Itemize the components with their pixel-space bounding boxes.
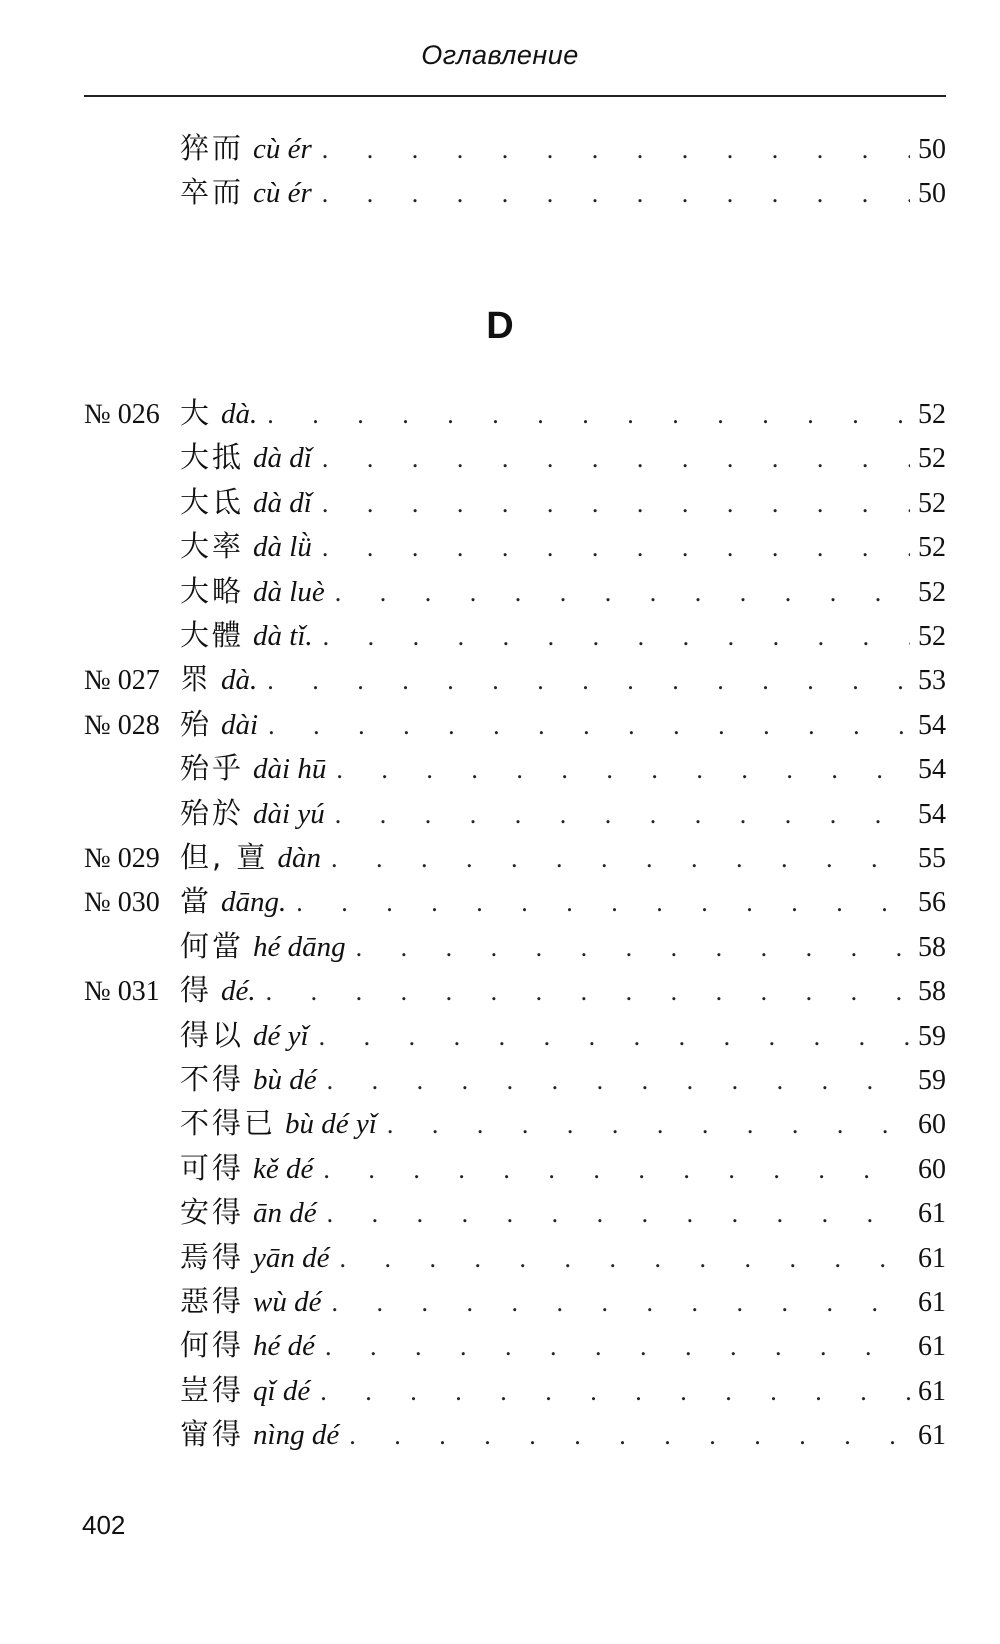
toc-entry: [84, 126, 946, 170]
entry-pinyin: dà.: [221, 664, 258, 697]
entry-pinyin: cù ér: [253, 177, 312, 210]
entry-heading: [180, 480, 312, 525]
entry-heading: [180, 1057, 317, 1102]
entry-heading: [180, 1013, 309, 1058]
entry-heading: [180, 391, 257, 436]
dot-leader: [313, 615, 910, 659]
toc-entry: [84, 657, 946, 701]
entry-hanzi: 何當: [180, 928, 245, 963]
dot-leader: [321, 1281, 910, 1325]
dot-leader: [257, 393, 910, 437]
entry-pinyin: wù dé: [253, 1286, 322, 1318]
entry-number: № 029: [84, 843, 160, 874]
entry-hanzi: 但, 亶: [180, 840, 269, 874]
entry-pinyin: dài yú: [253, 797, 325, 830]
dot-leader: [317, 1192, 910, 1236]
toc-entry: [84, 791, 946, 835]
entry-number: № 031: [84, 976, 160, 1008]
entry-hanzi: 殆: [180, 706, 213, 741]
dot-leader: [309, 1015, 910, 1059]
toc-entry: [84, 435, 946, 479]
toc-entry: [84, 1013, 946, 1057]
entry-page: 52: [910, 526, 946, 570]
entry-heading: [180, 1101, 377, 1146]
entry-heading: [180, 1279, 321, 1324]
page-number: 402: [82, 1510, 126, 1540]
dot-leader: [325, 571, 910, 615]
dot-leader: [312, 437, 910, 481]
toc-entry: [84, 879, 946, 923]
entry-hanzi: 殆於: [180, 795, 245, 830]
entry-heading: [180, 170, 312, 215]
entry-pinyin: dāng.: [221, 886, 287, 919]
dot-leader: [317, 1059, 910, 1103]
entry-hanzi: 不得: [180, 1062, 245, 1096]
entry-hanzi: 安得: [180, 1195, 245, 1230]
entry-pinyin: yān dé: [253, 1241, 330, 1274]
entry-heading: [180, 657, 257, 702]
toc-entry: [84, 569, 946, 613]
entry-hanzi: 大抵: [180, 440, 245, 475]
entry-heading: [180, 791, 325, 836]
toc-entry: [84, 170, 946, 214]
entry-page: 59: [910, 1015, 946, 1059]
entry-page: 52: [910, 437, 946, 481]
entry-hanzi: 大氐: [180, 484, 245, 519]
entry-page: 61: [910, 1325, 946, 1369]
entry-pinyin: dài hū: [253, 753, 327, 786]
toc-entry: [84, 524, 946, 568]
entry-page: 52: [910, 482, 946, 526]
entry-page: 61: [910, 1414, 946, 1458]
entry-page: 55: [910, 837, 946, 881]
toc-entry: [84, 924, 946, 968]
toc-entry: [84, 613, 946, 657]
entry-page: 61: [910, 1281, 946, 1325]
entry-page: 50: [910, 172, 946, 216]
toc-entry: [84, 968, 946, 1012]
entry-page: 56: [910, 881, 946, 925]
entry-page: 54: [910, 793, 946, 837]
entry-heading: [180, 1235, 330, 1280]
dot-leader: [325, 793, 910, 837]
entry-page: 52: [910, 393, 946, 437]
entry-page: 50: [910, 128, 946, 172]
entry-pinyin: nìng dé: [253, 1419, 340, 1452]
entry-page: 59: [910, 1059, 946, 1103]
entry-hanzi: 卒而: [180, 175, 245, 210]
entry-pinyin: dé yǐ: [253, 1019, 309, 1052]
toc-entry: [84, 746, 946, 790]
dot-leader: [339, 1414, 910, 1458]
entry-hanzi: 眔: [180, 662, 213, 697]
entry-heading: [180, 1323, 315, 1368]
dot-leader: [257, 659, 910, 703]
entry-pinyin: dà dǐ: [253, 442, 312, 475]
dot-leader: [330, 1237, 910, 1281]
entry-hanzi: 殆乎: [180, 751, 245, 786]
toc-entry: [84, 480, 946, 524]
dot-leader: [315, 1325, 910, 1369]
entry-pinyin: qǐ dé: [253, 1374, 311, 1407]
toc-entry: [84, 1323, 946, 1367]
toc-entry: [84, 1368, 946, 1412]
entry-hanzi: 大: [180, 396, 213, 430]
entry-heading: [180, 835, 321, 880]
entry-page: 52: [910, 615, 946, 659]
toc-entry: [84, 835, 946, 879]
entry-heading: [180, 569, 325, 614]
entry-page: 54: [910, 704, 946, 748]
entry-pinyin: dàn: [277, 842, 321, 874]
entry-heading: [180, 746, 326, 791]
entry-page: 58: [910, 926, 946, 970]
entry-hanzi: 豈得: [180, 1372, 245, 1407]
entry-hanzi: 可得: [180, 1150, 245, 1185]
entry-hanzi: 得: [180, 973, 213, 1008]
dot-leader: [377, 1103, 910, 1147]
entry-heading: [180, 879, 286, 924]
entry-pinyin: dà dǐ: [253, 486, 312, 519]
entry-heading: [180, 435, 312, 480]
toc-entry: [84, 1101, 946, 1145]
entry-page: 52: [910, 571, 946, 615]
entry-number: № 027: [84, 665, 160, 697]
toc-entry: [84, 702, 946, 746]
entry-number: № 028: [84, 709, 160, 741]
toc-entry: [84, 1057, 946, 1101]
entry-page: 61: [910, 1370, 946, 1414]
toc-entry: [84, 1235, 946, 1279]
dot-leader: [256, 970, 910, 1014]
entry-page: 58: [910, 970, 946, 1014]
entry-hanzi: 大率: [180, 529, 245, 564]
dot-leader: [312, 172, 910, 216]
entry-pinyin: bù dé: [253, 1064, 317, 1096]
entry-heading: [180, 1146, 313, 1191]
entry-page: 61: [910, 1237, 946, 1281]
entry-page: 53: [910, 659, 946, 703]
toc-entry: [84, 1190, 946, 1234]
entry-pinyin: dài: [221, 708, 259, 741]
entry-hanzi: 何得: [180, 1328, 245, 1363]
entry-hanzi: 大體: [180, 618, 245, 652]
entry-number: № 026: [84, 399, 160, 430]
toc-entry: [84, 1412, 946, 1456]
dot-leader: [321, 837, 910, 881]
entry-number: № 030: [84, 887, 160, 919]
entry-heading: [180, 1368, 310, 1413]
entry-pinyin: hé dāng: [253, 930, 346, 963]
entry-hanzi: 惡得: [180, 1284, 245, 1318]
entry-hanzi: 猝而: [180, 131, 245, 165]
entry-page: 61: [910, 1192, 946, 1236]
entry-hanzi: 大略: [180, 573, 245, 608]
entry-pinyin: hé dé: [253, 1330, 316, 1363]
entry-heading: [180, 702, 258, 747]
entry-heading: [180, 924, 346, 969]
entry-pinyin: dà.: [221, 398, 258, 430]
dot-leader: [313, 1148, 910, 1192]
dot-leader: [312, 482, 910, 526]
entry-heading: [180, 524, 312, 569]
section-letter: D: [486, 305, 514, 347]
entry-pinyin: dé.: [221, 975, 256, 1008]
dot-leader: [312, 128, 910, 172]
table-of-contents: [84, 0, 946, 1644]
entry-heading: [180, 126, 312, 171]
dot-leader: [310, 1370, 910, 1414]
dot-leader: [286, 881, 910, 925]
toc-entry: [84, 391, 946, 435]
entry-page: 54: [910, 748, 946, 792]
dot-leader: [346, 926, 910, 970]
entry-pinyin: kě dé: [253, 1152, 314, 1185]
running-header: Оглавление: [421, 40, 579, 70]
entry-hanzi: 當: [180, 884, 213, 919]
entry-pinyin: bù dé yǐ: [285, 1108, 377, 1141]
entry-page: 60: [910, 1103, 946, 1147]
entry-pinyin: ān dé: [253, 1197, 317, 1230]
entry-heading: [180, 613, 313, 658]
entry-heading: [180, 1412, 339, 1457]
toc-entry: [84, 1279, 946, 1323]
dot-leader: [326, 748, 910, 792]
dot-leader: [312, 526, 910, 570]
entry-hanzi: 焉得: [180, 1239, 245, 1274]
entry-hanzi: 得以: [180, 1017, 245, 1052]
entry-pinyin: dà tǐ.: [253, 620, 313, 652]
entry-hanzi: 甯得: [180, 1417, 245, 1452]
entry-page: 60: [910, 1148, 946, 1192]
dot-leader: [258, 704, 910, 748]
entry-heading: [180, 1190, 317, 1235]
toc-entry: [84, 1146, 946, 1190]
entry-heading: [180, 968, 256, 1013]
entry-hanzi: 不得已: [180, 1106, 277, 1141]
entry-pinyin: dà luè: [253, 575, 325, 608]
entry-pinyin: dà lǜ: [253, 531, 312, 564]
entry-pinyin: cù ér: [253, 133, 312, 165]
